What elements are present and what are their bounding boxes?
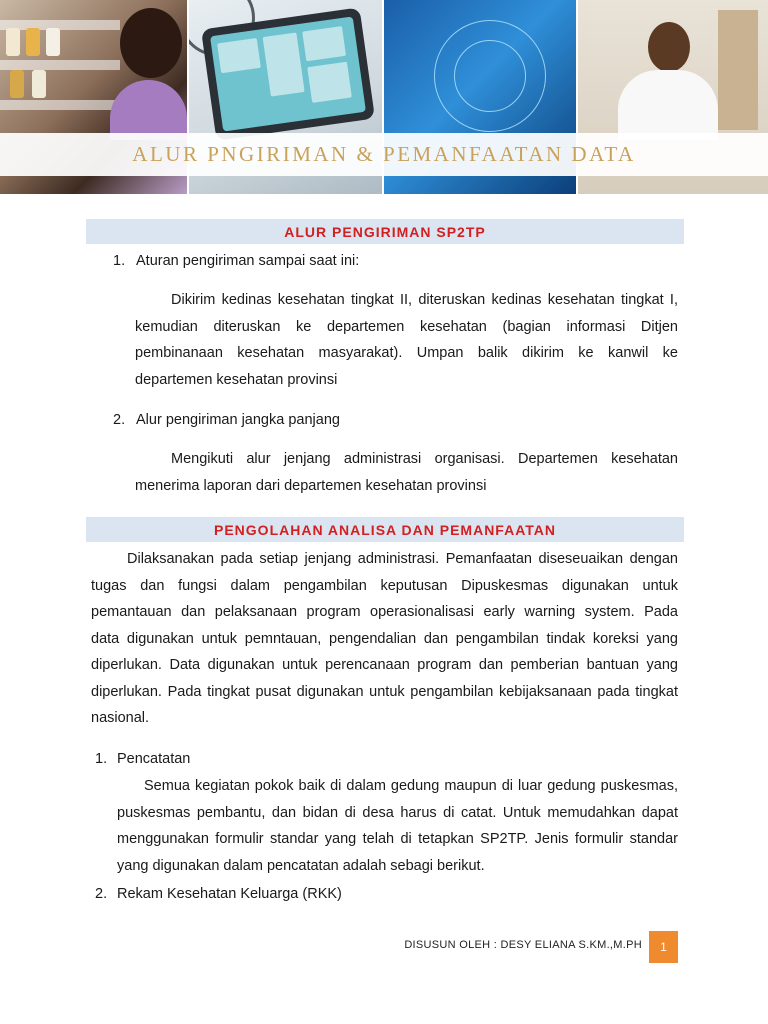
doctor-figure [618,70,718,140]
paragraph-line: nasional. [91,710,150,726]
tablet-panel [263,32,305,96]
list-item-title: Alur pengiriman jangka panjang [136,412,340,428]
paragraph-line: diperlukan. Pada tingkat pusat digunakan untuk pengambilan kebijaksanaan pada tingkat [91,683,678,700]
paragraph-line: pemantauan dan pelaksanaan program operasionalisasi early warning system. Pada [91,604,678,620]
footer-author: DISUSUN OLEH : DESY ELIANA S.KM.,M.PH [404,939,642,951]
header-banner [0,0,768,194]
shelf-decoration [0,100,120,110]
section-heading-bar [86,219,684,244]
list-item-title: Aturan pengiriman sampai saat ini: [136,253,360,269]
list-item-title: Pencatatan [117,751,191,767]
paragraph-line: tugas dan fungsi dalam pengambilan keputusan Dipuskesmas digunakan untuk [91,577,678,594]
doctor-figure [648,22,690,72]
list-number: 2. [95,886,108,902]
globe-decoration [454,40,526,112]
page-number-badge: 1 [649,931,678,963]
pharmacist-figure [120,8,182,78]
bottle-decoration [46,28,60,56]
banner-title-strip [0,133,768,176]
list-item-paragraph [135,287,678,393]
bottle-decoration [6,28,20,56]
paragraph-line: menggunakan formulir standar yang telah di tetapkan SP2TP. Jenis formulir standar [117,831,678,847]
bottle-decoration [32,70,46,98]
list-number: 1. [113,253,126,269]
list-item-paragraph [135,446,678,499]
section-heading-bar [86,517,684,542]
paragraph-line: Semua kegiatan pokok baik di dalam gedung maupun di luar gedung puskesmas, [144,778,678,794]
shelf-decoration [0,60,120,70]
banner-title: ALUR PNGIRIMAN & PEMANFAATAN DATA [132,142,636,166]
paragraph-line: Dikirim kedinas kesehatan tingkat II, diteruskan kedinas kesehatan tingkat I, [171,292,678,308]
tablet-panel [302,26,346,61]
shelf-decoration [718,10,758,130]
list-item-title: Rekam Kesehatan Keluarga (RKK) [117,886,342,902]
paragraph-line: Dilaksanakan pada setiap jenjang administrasi. Pemanfaatan diseseuaikan dengan [127,551,678,567]
tablet-screen [210,16,366,131]
paragraph-line: puskesmas pembantu, dan bidan di desa harus di catat. Untuk memudahkan dapat [117,804,678,821]
paragraph-line: kemudian diteruskan ke departemen kesehatan (bagian informasi Ditjen [135,318,678,335]
tablet-panel [307,62,352,103]
bottle-decoration [10,70,24,98]
list-item-paragraph [117,773,678,879]
medical-tablet-decoration [201,7,375,140]
section-heading: PENGOLAHAN ANALISA DAN PEMANFAATAN [214,521,556,538]
paragraph-line: menerima laporan dari departemen kesehatan provinsi [135,477,487,494]
paragraph-line: pembinanaan kesehatan masyarakat). Umpan balik dikirim ke kanwil ke [135,345,678,361]
paragraph-line: yang digunakan dalam pencatatan adalah sebagi berikut. [117,857,485,874]
bottle-decoration [26,28,40,56]
intro-paragraph [91,546,678,732]
list-number: 1. [95,751,108,767]
paragraph-line: data digunakan untuk pemntauan, pengendalian dan pengambilan tindak koreksi yang [91,630,678,647]
list-number: 2. [113,412,126,428]
paragraph-line: departemen kesehatan provinsi [135,371,338,388]
section-heading: ALUR PENGIRIMAN SP2TP [284,223,486,240]
paragraph-line: Mengikuti alur jenjang administrasi organisasi. Departemen kesehatan [171,451,678,467]
tablet-panel [217,38,261,73]
pharmacist-figure [110,80,187,140]
paragraph-line: diperlukan. Data digunakan untuk perencanaan program dan pemberian bantuan yang [91,657,678,673]
